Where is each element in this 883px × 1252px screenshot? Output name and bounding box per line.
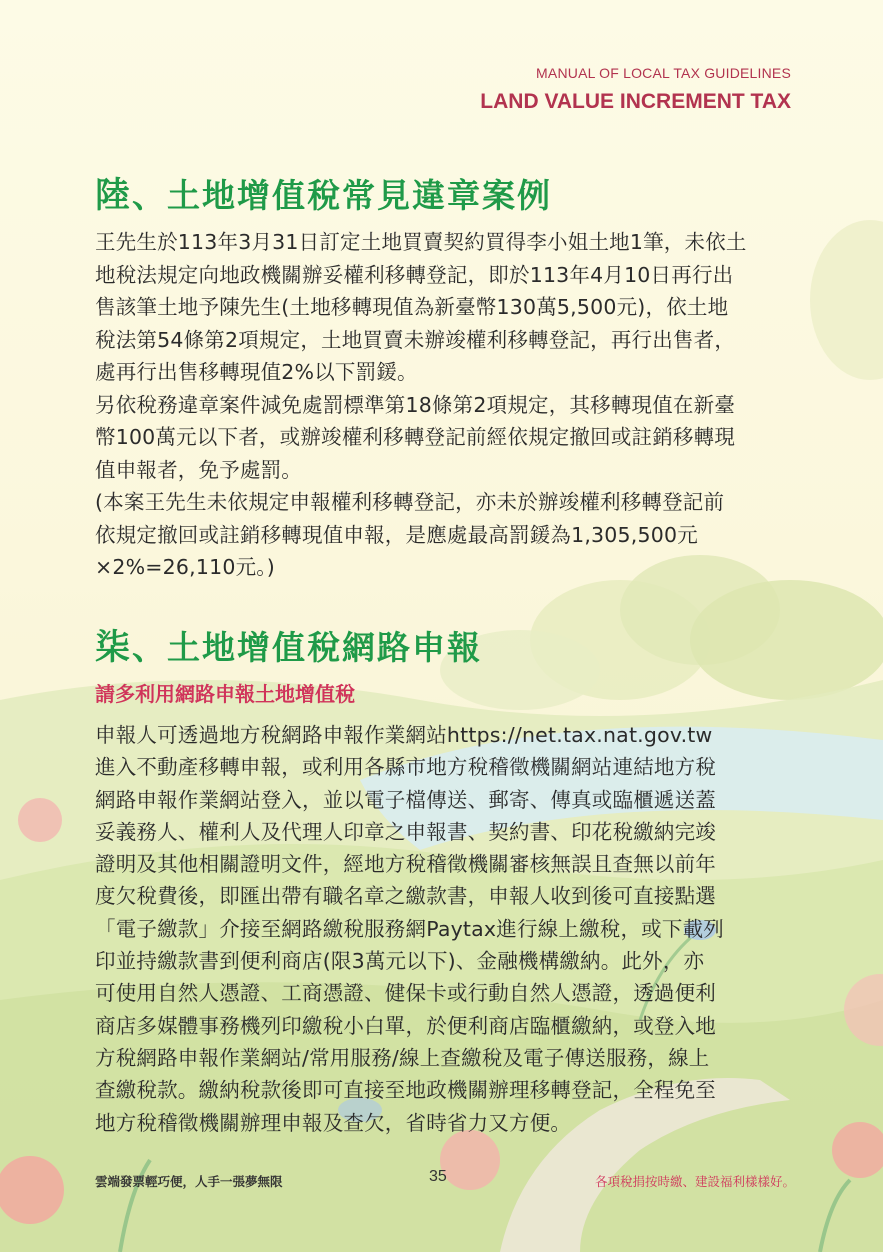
section-6-number: 陸 bbox=[95, 176, 133, 216]
paragraph-line: 「電子繳款」介接至網路繳稅服務網Paytax進行線上繳稅，或下載列 bbox=[95, 916, 724, 941]
paragraph-line: 商店多媒體事務機列印繳稅小白單，於便利商店臨櫃繳納，或登入地 bbox=[95, 1013, 716, 1038]
manual-header-subtitle: MANUAL OF LOCAL TAX GUIDELINES bbox=[536, 65, 791, 81]
section-6-title: 、土地增值稅常見違章案例 bbox=[132, 176, 553, 215]
paragraph-line: 稅法第54條第2項規定，土地買賣未辦竣權利移轉登記，再行出售者， bbox=[95, 327, 736, 352]
section-6-heading bbox=[95, 168, 552, 218]
paragraph-line: 幣100萬元以下者，或辦竣權利移轉登記前經依規定撤回或註銷移轉現 bbox=[95, 425, 736, 449]
paragraph-line: 方稅網路申報作業網站/常用服務/線上查繳稅及電子傳送服務，線上 bbox=[95, 1045, 710, 1070]
paragraph-line: 證明及其他相關證明文件，經地方稅稽徵機關審核無誤且查無以前年 bbox=[95, 852, 716, 877]
paragraph-line: 依規定撤回或註銷移轉現值申報，是應處最高罰鍰為1,305,500元 bbox=[95, 522, 698, 547]
section-7-number: 柒 bbox=[95, 628, 133, 668]
section-7-heading bbox=[95, 620, 482, 670]
manual-header-title: LAND VALUE INCREMENT TAX bbox=[480, 90, 791, 113]
paragraph-line: 可使用自然人憑證、工商憑證、健保卡或行動自然人憑證，透過便利 bbox=[95, 981, 716, 1006]
footer-slogan-right: 各項稅捐按時繳、建設福利樣樣好。 bbox=[594, 1174, 795, 1189]
section-7-body bbox=[95, 719, 800, 1139]
paragraph-line: 度欠稅費後，即匯出帶有職名章之繳款書，申報人收到後可直接點選 bbox=[95, 884, 716, 909]
paragraph-line: ×2%=26,110元。) bbox=[95, 555, 275, 579]
paragraph-line: (本案王先生未依規定申報權利移轉登記，亦未於辦竣權利移轉登記前 bbox=[95, 490, 725, 514]
section-7-subtitle: 請多利用網路申報土地增值稅 bbox=[95, 682, 355, 706]
paragraph-line: 申報人可透過地方稅網路申報作業網站https://net.tax.nat.gov.tw bbox=[95, 723, 713, 747]
paragraph-line: 值申報者，免予處罰。 bbox=[95, 457, 302, 482]
paragraph-line: 進入不動產移轉申報，或利用各縣市地方稅稽徵機關網站連結地方稅 bbox=[95, 755, 716, 780]
section-6-body bbox=[95, 226, 800, 584]
section-7-title: 、土地增值稅網路申報 bbox=[132, 628, 483, 667]
paragraph-line: 印並持繳款書到便利商店(限3萬元以下)、金融機構繳納。此外，亦 bbox=[95, 949, 705, 974]
paragraph-line: 網路申報作業網站登入，並以電子檔傳送、郵寄、傳真或臨櫃遞送蓋 bbox=[95, 787, 716, 812]
paragraph-line: 處再行出售移轉現值2%以下罰鍰。 bbox=[95, 360, 418, 384]
paragraph-line: 另依稅務違章案件減免處罰標準第18條第2項規定，其移轉現值在新臺 bbox=[95, 392, 736, 417]
page-number: 35 bbox=[429, 1168, 447, 1185]
paragraph-line: 妥義務人、權利人及代理人印章之申報書、契約書、印花稅繳納完竣 bbox=[95, 819, 716, 844]
footer-slogan-left: 雲端發票輕巧便，人手一張夢無限 bbox=[95, 1174, 283, 1189]
paragraph-line: 地方稅稽徵機關辦理申報及查欠，省時省力又方便。 bbox=[95, 1110, 572, 1135]
paragraph-line: 王先生於113年3月31日訂定土地買賣契約買得李小姐土地1筆，未依土 bbox=[95, 230, 747, 254]
paragraph-line: 售該筆土地予陳先生(土地移轉現值為新臺幣130萬5,500元)，依土地 bbox=[95, 295, 729, 319]
paragraph-line: 查繳稅款。繳納稅款後即可直接至地政機關辦理移轉登記，全程免至 bbox=[95, 1078, 716, 1103]
paragraph-line: 地稅法規定向地政機關辦妥權利移轉登記，即於113年4月10日再行出 bbox=[95, 262, 734, 287]
